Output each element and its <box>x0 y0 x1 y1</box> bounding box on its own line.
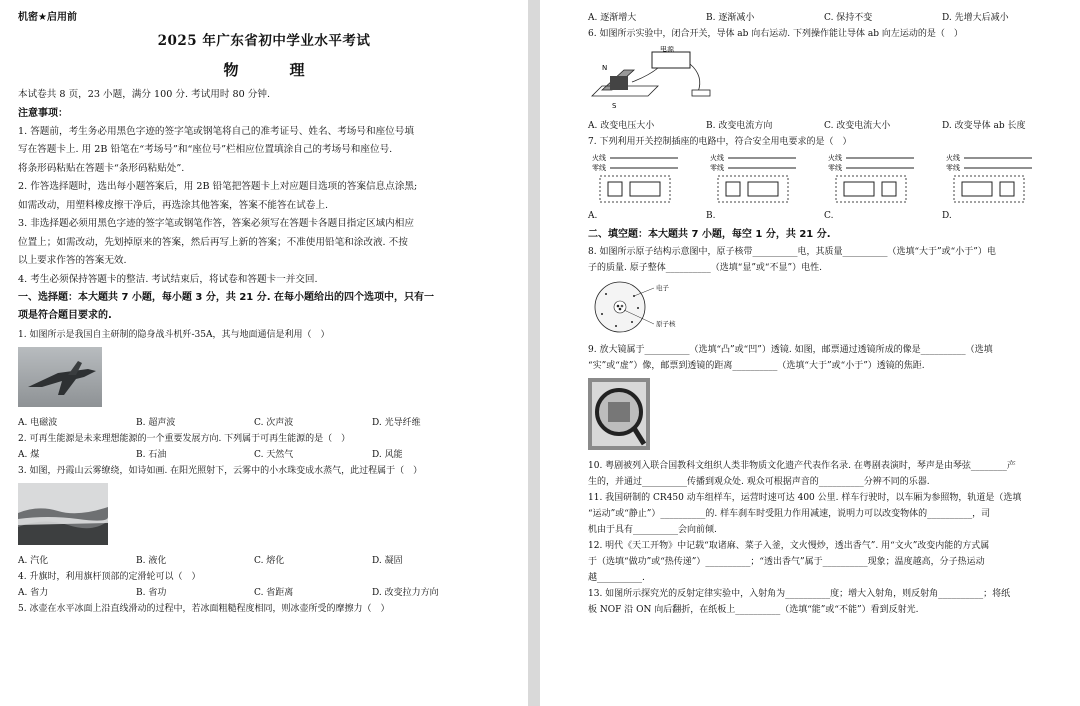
question-1-options <box>18 415 510 431</box>
note-line: 1. 答题前，考生务必用黑色字迹的签字笔或钢笔将自己的准考证号、姓名、考场号和座位号填 <box>18 125 414 137</box>
question-10-line: 10. 粤剧被列入联合国教科文组织人类非物质文化遗产代表作名录. 在粤剧表演时，琴声是由琴弦________产 <box>588 461 1016 471</box>
option: D. <box>942 211 952 221</box>
option: D. 先增大后减小 <box>942 13 1009 23</box>
option: C. 次声波 <box>254 418 294 428</box>
note-line: 3. 非选择题必须用黑色字迹的签字笔或钢笔作答，答案必须写在答题卡各题目指定区域内相应 <box>18 218 414 229</box>
option: C. 改变电流大小 <box>824 121 891 131</box>
section1-heading-cont: 项是符合题目要求的. <box>18 310 112 321</box>
magnifier-stamp-photo <box>588 378 1060 454</box>
option: A. 省力 <box>18 588 49 598</box>
note-line: 写在答题卡上. 用 2B 铅笔在“考场号”和“座位号”栏相应位置填涂自己的考场号和座位号. <box>18 144 393 155</box>
power-label: 电源 <box>660 46 674 53</box>
note-line: 2. 作答选择题时，选出每小题答案后，用 2B 铅笔把答题卡上对应题目选项的答案信息点涂黑; <box>18 181 418 192</box>
question-3: 3. 如图，丹霞山云雾缭绕，如诗如画. 在阳光照射下，云雾中的小水珠变成水蒸气，此过程属于（ ） <box>18 466 423 476</box>
question-8-line: 8. 如图所示原子结构示意图中，原子核带__________电，其质量__________（选填“大于”或“小于”）电 <box>588 247 996 257</box>
page-gutter <box>528 0 540 706</box>
fighter-jet-photo <box>18 347 510 411</box>
question-12-line: 越__________. <box>588 573 645 583</box>
question-11-line: 11. 我国研制的 CR450 动车组样车，运营时速可达 400 公里. 样车行驶时，以车厢为参照物，轨道是（选填 <box>588 493 1022 503</box>
section2-heading: 二、填空题：本大题共 7 小题，每空 1 分，共 21 分. <box>588 229 831 240</box>
option: B. 改变电流方向 <box>706 121 773 131</box>
question-7: 7. 下列利用开关控制插座的电路中，符合安全用电要求的是（ ） <box>588 137 852 147</box>
option: A. 汽化 <box>18 556 49 566</box>
pole-n: N <box>602 64 608 72</box>
pole-s: S <box>612 102 617 110</box>
live-wire-label: 火线 <box>592 154 606 162</box>
question-6-options <box>588 118 1060 134</box>
option: B. 省功 <box>136 588 167 598</box>
neutral-wire-label: 零线 <box>592 164 606 172</box>
exam-title: 2025 年广东省初中学业水平考试 <box>157 33 371 49</box>
option: B. 石油 <box>136 450 167 460</box>
question-1: 1. 如图所示是我国自主研制的隐身战斗机歼-35A，其与地面通信是利用（ ） <box>18 330 330 340</box>
option: C. 熔化 <box>254 556 285 566</box>
confidential-mark: 机密★启用前 <box>18 12 77 23</box>
question-2: 2. 可再生能源是未来理想能源的一个重要发展方向. 下列属于可再生能源的是（ ） <box>18 434 351 444</box>
neutral-wire-label: 零线 <box>828 164 842 172</box>
motor-experiment-figure <box>588 46 1060 114</box>
circuit-option-d <box>942 152 1060 208</box>
question-7-options <box>588 208 1060 224</box>
neutral-wire-label: 零线 <box>710 164 724 172</box>
question-4-options <box>18 585 510 601</box>
circuit-option-a <box>588 152 706 208</box>
question-5: 5. 冰壶在水平冰面上沿直线滑动的过程中，若冰面粗糙程度相同，则冰壶所受的摩擦力（ ） <box>18 604 390 614</box>
option: A. 改变电压大小 <box>588 121 655 131</box>
option: D. 改变导体 ab 长度 <box>942 121 1026 131</box>
live-wire-label: 火线 <box>710 154 724 162</box>
exam-page-left <box>0 0 528 706</box>
atom-structure-figure <box>588 280 1060 338</box>
circuit-option-c <box>824 152 942 208</box>
option: C. <box>824 211 834 221</box>
question-13-line: 板 NOF 沿 ON 向后翻折，在纸板上__________（选填“能”或“不能”）看到反射光. <box>588 605 919 615</box>
exam-page-right <box>540 0 1080 706</box>
danxia-mountain-photo <box>18 483 510 549</box>
option: B. <box>706 211 716 221</box>
question-3-options <box>18 553 510 569</box>
option: B. 逐渐减小 <box>706 13 755 23</box>
exam-intro: 本试卷共 8 页，23 小题，满分 100 分. 考试用时 80 分钟. <box>18 89 271 100</box>
question-13-line: 13. 如图所示探究光的反射定律实验中，入射角为__________度；增大入射角，则反射角__________；将纸 <box>588 589 1011 599</box>
subject-title: 物 理 <box>223 61 323 79</box>
option: D. 凝固 <box>372 556 403 566</box>
question-4: 4. 升旗时，利用旗杆顶部的定滑轮可以（ ） <box>18 572 201 582</box>
option: C. 天然气 <box>254 450 294 460</box>
notes-heading: 注意事项： <box>18 107 68 119</box>
question-12-line: 12. 明代《天工开物》中记载“取诸麻、菜子入釜，文火慢炒，透出香气”. 用“文火”改变内能的方式属 <box>588 541 990 551</box>
note-line: 位置上；如需改动，先划掉原来的答案，然后再写上新的答案；不准使用铅笔和涂改液. 不按 <box>18 236 408 248</box>
option: A. 逐渐增大 <box>588 13 637 23</box>
option: A. 电磁波 <box>18 418 58 428</box>
live-wire-label: 火线 <box>946 154 960 162</box>
question-9-line: “实”或“虚”）像，邮票到透镜的距离__________（选填“大于”或“小于”）透镜的焦距. <box>588 361 925 371</box>
option: C. 省距离 <box>254 588 294 598</box>
live-wire-label: 火线 <box>828 154 842 162</box>
option: D. 改变拉力方向 <box>372 588 439 598</box>
option: D. 风能 <box>372 450 403 460</box>
electron-label: 电子 <box>656 284 669 292</box>
question-9-line: 9. 放大镜属于__________（选填“凸”或“凹”）透镜. 如图，邮票通过透镜所成的像是__________（选填 <box>588 345 993 355</box>
question-2-options <box>18 447 510 463</box>
question-6: 6. 如图所示实验中，闭合开关，导体 ab 向右运动. 下列操作能让导体 ab 向左运动的是（ ） <box>588 29 963 39</box>
circuit-option-b <box>706 152 824 208</box>
note-line: 如需改动，用塑料橡皮擦干净后，再选涂其他答案，答案不能答在试卷上. <box>18 199 329 211</box>
option: B. 超声波 <box>136 418 176 428</box>
option: B. 液化 <box>136 556 167 566</box>
question-8-line: 子的质量. 原子整体__________（选填“显”或“不显”）电性. <box>588 263 822 273</box>
option: A. 煤 <box>18 450 40 460</box>
question-12-line: 于（选填“做功”或“热传递”）__________；“透出香气”属于__________现象；温度越高，分子热运动 <box>588 557 985 567</box>
neutral-wire-label: 零线 <box>946 164 960 172</box>
question-11-line: 机由于具有__________会向前倾. <box>588 525 717 535</box>
question-10-line: 生的，并通过__________传播到观众处. 观众可根据声音的__________分辨不同的乐器. <box>588 477 930 487</box>
option: D. 光导纤维 <box>372 418 421 428</box>
option: C. 保持不变 <box>824 13 873 23</box>
option: A. <box>588 211 598 221</box>
question-5-options <box>588 10 1060 26</box>
question-7-circuits <box>588 152 1060 208</box>
section1-heading: 一、选择题：本大题共 7 小题，每小题 3 分，共 21 分. 在每小题给出的四个选项中，只有一 <box>18 292 435 303</box>
nucleus-label: 原子核 <box>656 320 676 328</box>
question-11-line: “运动”或“静止”）__________的. 样车刹车时受阻力作用减速，说明力可以改变物体的__________，司 <box>588 509 991 519</box>
note-line: 将条形码粘贴在答题卡“条形码粘贴处”. <box>18 162 185 174</box>
note-line: 以上要求作答的答案无效. <box>18 255 127 266</box>
note-line: 4. 考生必须保持答题卡的整洁. 考试结束后，将试卷和答题卡一并交回. <box>18 273 318 285</box>
